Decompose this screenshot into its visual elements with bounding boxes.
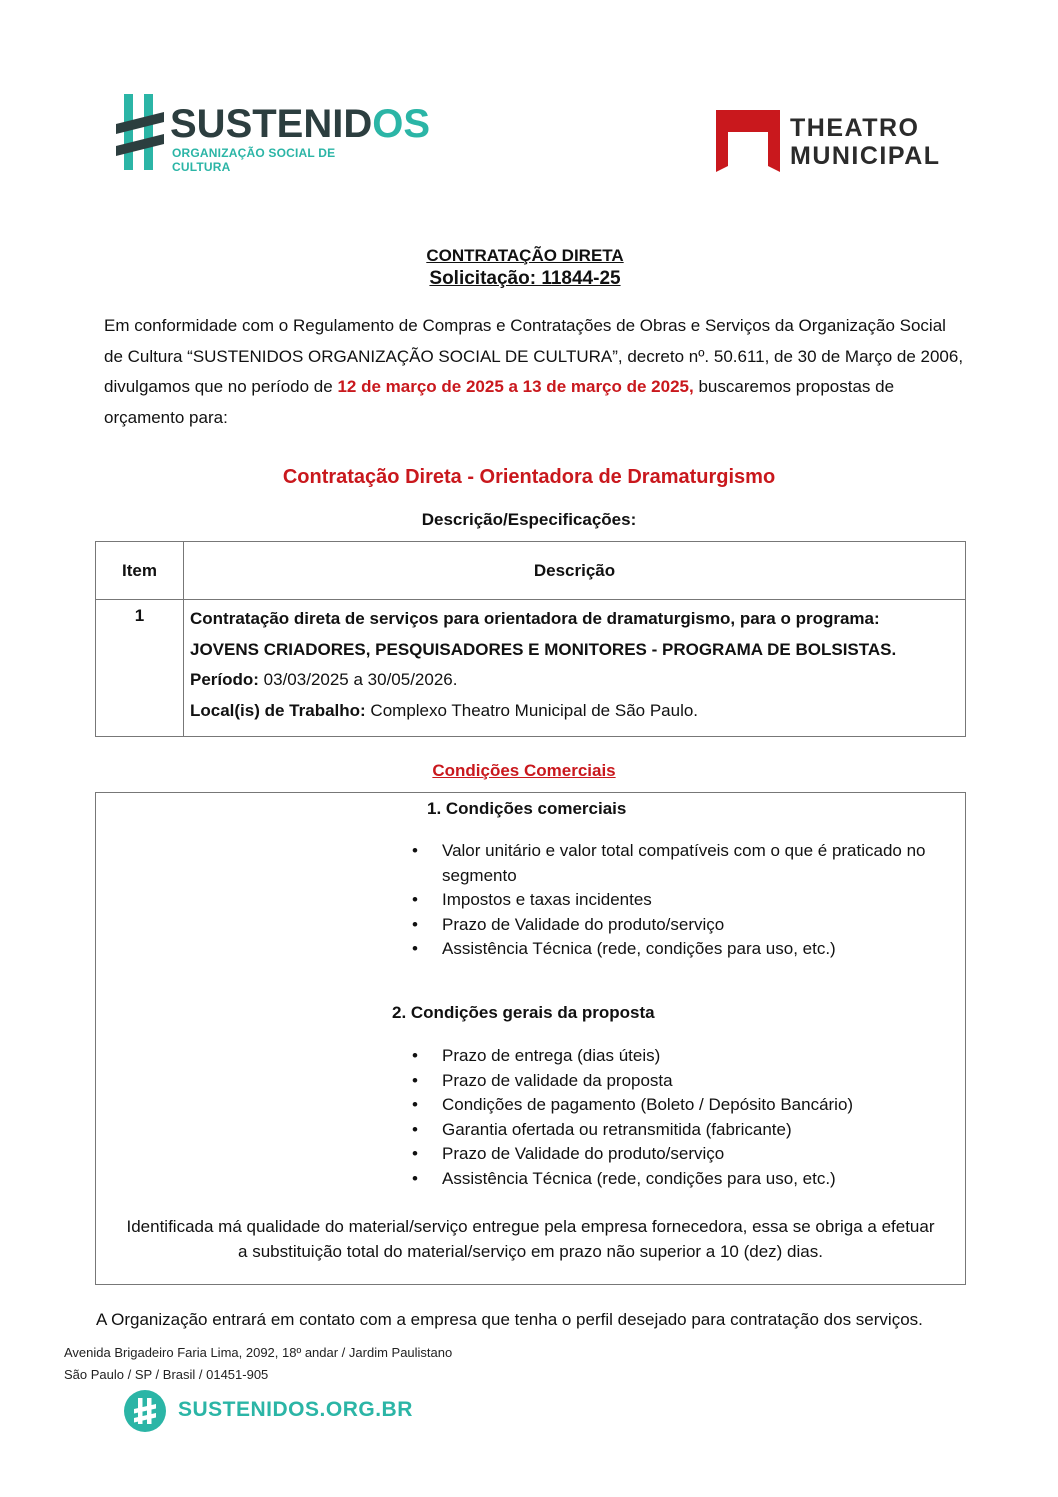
col-desc-header: Descrição [184, 542, 966, 600]
address-line1: Avenida Brigadeiro Faria Lima, 2092, 18º andar / Jardim Paulistano [64, 1345, 453, 1360]
request-number: Solicitação: 11844-25 [429, 268, 621, 289]
description-label: Descrição/Especificações: [421, 510, 637, 529]
conditions-title: Condições Comerciais [432, 761, 616, 780]
section1-heading: 1. Condições comerciais [427, 799, 627, 818]
list-item: • Condições de pagamento (Boleto / Depósito Bancário) [412, 1095, 854, 1115]
final-note: A Organização entrará em contato com a empresa que tenha o perfil desejado para contratação dos serviços. [96, 1310, 923, 1329]
conditions-box [95, 792, 966, 1285]
col-item-header: Item [96, 542, 184, 600]
list-item: • Impostos e taxas incidentes [412, 890, 652, 910]
list-item: • Prazo de Validade do produto/serviço [412, 1144, 725, 1164]
intro-paragraph: Em conformidade com o Regulamento de Compras e Contratações de Obras e Serviços da Organização Social de Cultura “SUSTENIDOS ORGANIZAÇÃO SOCIAL DE CULTURA”, decreto nº. 50.611, de 30 de Março de 2006, divulgamos que no período de 12 de março de 2025 a 13 de março de 2025, buscaremos propostas de orçamento para: [104, 316, 964, 427]
document-title: CONTRATAÇÃO DIRETA [426, 246, 624, 265]
list-item: • Garantia ofertada ou retransmitida (fabricante) [412, 1119, 792, 1139]
item-number: 1 [96, 600, 184, 737]
table-row [96, 600, 966, 737]
list-item: • Assistência Técnica (rede, condições para uso, etc.) [412, 1168, 836, 1188]
section2-heading: 2. Condições gerais da proposta [392, 1003, 655, 1022]
list-item: • Prazo de Validade do produto/serviço [412, 914, 725, 934]
service-title: Contratação Direta - Orientadora de Dramaturgismo [282, 466, 776, 488]
sustenidos-tagline: ORGANIZAÇÃO SOCIAL DE CULTURA [172, 146, 336, 174]
theatro-line2: MUNICIPAL [790, 142, 941, 170]
intro-period: 12 de março de 2025 a 13 de março de 2025, [337, 377, 694, 396]
address-line2: São Paulo / SP / Brasil / 01451-905 [64, 1367, 269, 1382]
section2-list [412, 1044, 952, 1192]
closing-note: Identificada má qualidade do material/serviço entregue pela empresa fornecedora, essa se obriga a efetuar a substituição total do material/serviço em prazo não superior a 10 (dez) dias. [126, 1217, 935, 1261]
sustenidos-logo [116, 94, 431, 174]
site-link[interactable]: SUSTENIDOS.ORG.BR [178, 1398, 413, 1421]
hash-icon [124, 1390, 166, 1432]
list-item: • Prazo de validade da proposta [412, 1070, 673, 1090]
section1-list [412, 839, 952, 962]
list-item: • Valor unitário e valor total compatíveis com o que é praticado no segmento [412, 841, 926, 885]
hash-icon [116, 94, 164, 170]
footer-logo [124, 1390, 413, 1434]
items-table [95, 541, 966, 737]
theatro-line1: THEATRO [790, 114, 920, 142]
theatro-municipal-logo [716, 108, 956, 174]
list-item: • Prazo de entrega (dias úteis) [412, 1046, 661, 1065]
list-item: • Assistência Técnica (rede, condições para uso, etc.) [412, 939, 836, 959]
item-description: Contratação direta de serviços para orientadora de dramaturgismo, para o programa: JOVENS CRIADORES, PESQUISADORES E MONITORES - PROGRAMA DE BOLSISTAS. Período: 03/03/2025 a 30/05/2026. Local(is) de Trabalho: Complexo Theatro Municipal de São Paulo. [184, 600, 966, 737]
sustenidos-wordmark: SUSTENIDOS [170, 102, 431, 146]
theatro-mark-icon [716, 110, 780, 172]
